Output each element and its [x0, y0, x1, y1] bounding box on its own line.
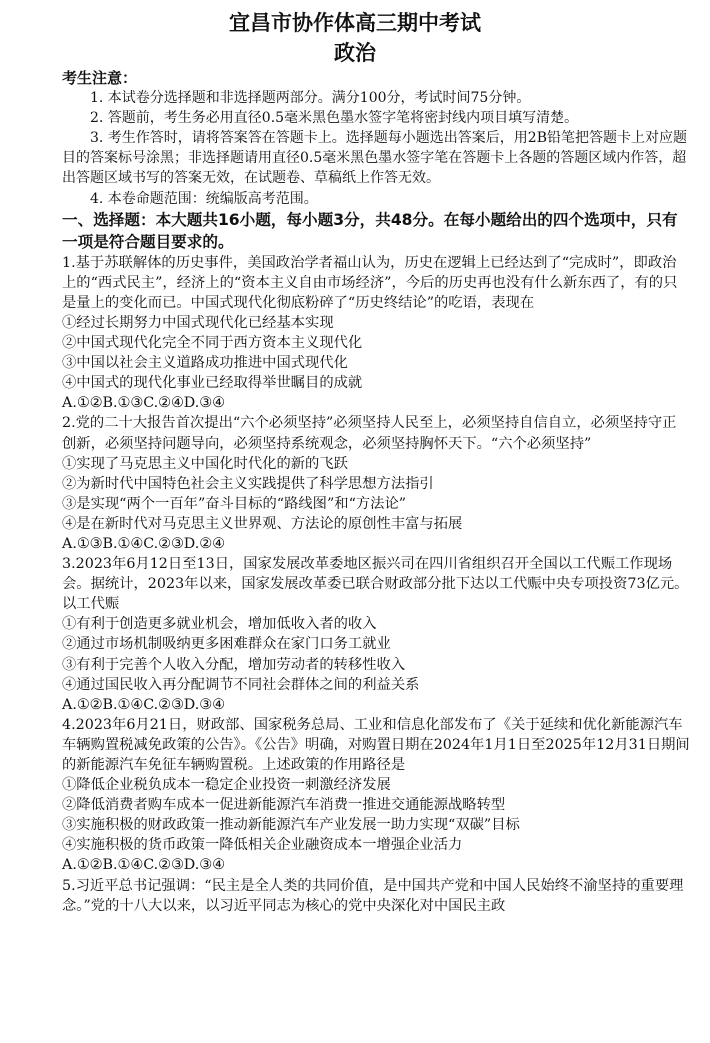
question-5 — [62, 876, 690, 916]
answer-choices: A.①②B.①③C.②④D.③④ — [62, 395, 225, 412]
question-option: ①经过长期努力中国式现代化已经基本实现 — [62, 314, 334, 331]
question-option: ①有利于创造更多就业机会，增加低收入者的收入 — [62, 616, 377, 633]
question-4 — [62, 715, 690, 876]
question-option: ④实施积极的货币政策一降低相关企业融资成本一增强企业活力 — [62, 837, 463, 854]
question-option: ④通过国民收入再分配调节不同社会群体之间的利益关系 — [62, 676, 420, 693]
notice-item-3: 3. 考生作答时，请将答案答在答题卡上。选择题每小题选出答案后，用2B铅笔把答题卡上对应题目的答案标号涂黑；非选择题请用直径0.5毫米黑色墨水签字笔在答题卡上各题的答题区域内作答，超出答题区域书写的答案无效，在试题卷、草稿纸上作答无效。 — [62, 130, 688, 187]
question-option: ①降低企业税负成本一稳定企业投资一刺激经济发展 — [62, 777, 391, 794]
question-option: ②通过市场机制吸纳更多困难群众在家门口务工就业 — [62, 636, 391, 653]
question-option: ②中国式现代化完全不同于西方资本主义现代化 — [62, 335, 363, 352]
question-option: ①实现了马克思主义中国化时代化的新的飞跃 — [62, 455, 348, 472]
question-stem: 5.习近平总书记强调：“民主是全人类的共同价值，是中国共产党和中国人民始终不渝坚持的重要理念。”党的十八大以来，以习近平同志为核心的党中央深化对中国民主政 — [62, 877, 684, 914]
notice-heading: 考生注意： — [62, 69, 138, 87]
question-option: ②降低消费者购车成本一促进新能源汽车消费一推进交通能源战略转型 — [62, 797, 506, 814]
question-option: ③是实现“两个一百年”奋斗目标的“路线图”和“方法论” — [62, 495, 407, 512]
notice-item-2: 2. 答题前，考生务必用直径0.5毫米黑色墨水签字笔将密封线内项目填写清楚。 — [90, 110, 579, 127]
question-option: ④中国式的现代化事业已经取得举世瞩目的成就 — [62, 375, 363, 392]
question-1 — [62, 253, 690, 414]
question-option: ③有利于完善个人收入分配，增加劳动者的转移性收入 — [62, 656, 406, 673]
question-option: ②为新时代中国特色社会主义实践提供了科学思想方法指引 — [62, 475, 434, 492]
question-stem: 4.2023年6月21日，财政部、国家税务总局、工业和信息化部发布了《关于延续和优化新能源汽车车辆购置税减免政策的公告》。《公告》明确，对购置日期在2024年1月1日至2025年12月31日期间的新能源汽车免征车辆购置税。上述政策的作用路径是 — [62, 716, 690, 773]
question-stem: 3.2023年6月12日至13日，国家发展改革委地区振兴司在四川省组织召开全国以工代赈工作现场会。据统计，2023年以来，国家发展改革委已联合财政部分批下达以工代赈中央专项投资73亿元。以工代赈 — [62, 556, 689, 613]
question-3 — [62, 554, 690, 715]
section-heading: 一、选择题：本大题共16小题，每小题3分，共48分。在每小题给出的四个选项中，只有一项是符合题目要求的。 — [62, 210, 678, 251]
answer-choices: A.①③B.①④C.②③D.②④ — [62, 535, 225, 552]
question-stem: 1.基于苏联解体的历史事件，美国政治学者福山认为，历史在逻辑上已经达到了“完成时”，即政治上的“西式民主”，经济上的“资本主义自由市场经济”，今后的历史再也没有什么新东西了，有的只是量上的变化而已。中国式现代化彻底粉碎了“历史终结论”的吃语，表现在 — [62, 254, 678, 311]
exam-title: 宜昌市协作体高三期中考试 — [229, 11, 481, 35]
notice-item-4: 4. 本卷命题范围：统编版高考范围。 — [90, 190, 318, 207]
question-option: ③实施积极的财政政策一推动新能源汽车产业发展一助力实现“双碳”目标 — [62, 817, 520, 834]
question-2 — [62, 413, 690, 554]
notice-item-1: 1. 本试卷分选择题和非选择题两部分。满分100分，考试时间75分钟。 — [90, 90, 531, 107]
exam-body — [62, 68, 690, 916]
question-stem: 2.党的二十大报告首次提出“六个必须坚持”必须坚持人民至上，必须坚持自信自立，必须坚持守正创新，必须坚持问题导向，必须坚持系统观念，必须坚持胸怀天下。“六个必须坚持” — [62, 415, 677, 452]
answer-choices: A.①②B.①④C.②③D.③④ — [62, 857, 225, 874]
question-option: ③中国以社会主义道路成功推进中国式现代化 — [62, 355, 348, 372]
exam-subject: 政治 — [334, 41, 376, 65]
question-option: ④是在新时代对马克思主义世界观、方法论的原创性丰富与拓展 — [62, 515, 463, 532]
answer-choices: A.①②B.①④C.②③D.③④ — [62, 696, 225, 713]
